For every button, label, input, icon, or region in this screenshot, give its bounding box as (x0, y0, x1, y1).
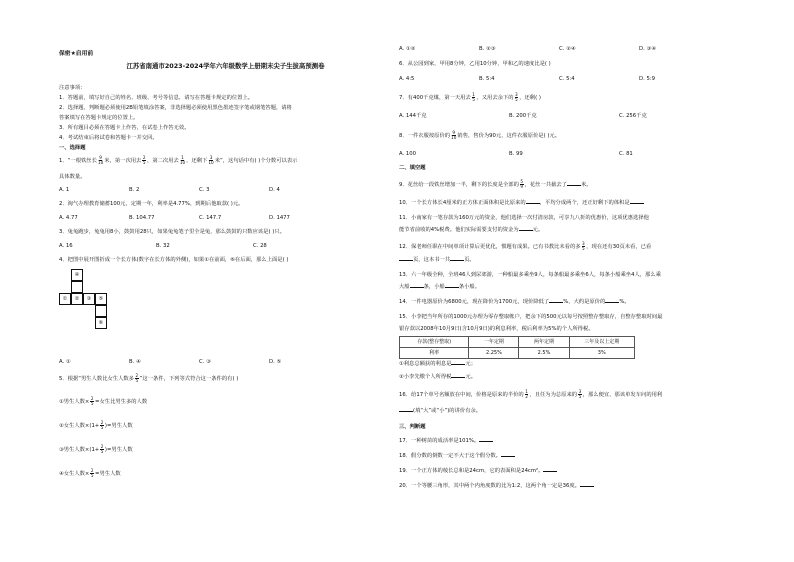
net-cell (71, 281, 83, 293)
question-12-line2: 页，这本书一共 页。 (399, 257, 475, 264)
question-3: 3．兔兔跑步，兔兔用8小，鼓鼓用28只，如果兔兔笔子里全是兔，那么鼓鼓的只数应该是( )只。 (59, 229, 285, 235)
question-9: 9．花丝给一段铁丝增加一半，剩下的长度是全部的 $\frac{5}{9}$ ，花丝一共截去了 米。 (399, 179, 592, 190)
net-cell: ⑥ (95, 317, 107, 329)
question-2: 2．淘气办理教育储蓄100元，定期一年，利率是4.77%，到期后他取款( )元。 (59, 201, 244, 207)
question-16-line2: (填“大”或“小”)的讲价有余。 (399, 408, 481, 415)
question-7: 7．有400千克煤，第一天用去 $\frac{1}{5}$ ，又用去余下的 $\frac{3}{5}$ ，还剩( ) (399, 92, 541, 103)
q8-options: A. 100 B. 99 C. 81 (399, 151, 633, 157)
net-cell (95, 305, 107, 317)
section-heading: 三、判断题 (399, 424, 426, 430)
question-8: 8．一件衣服按原价的 $\frac{9}{10}$ 销售，售价为90元，这件衣服原价是( )元。 (399, 130, 560, 141)
question-10: 10．一个长方体长4厘米的正方体正面体积是比原来的 ，平均分成两个，还正好剩下的体积是 (399, 200, 644, 207)
notes-heading: 注意事项： (59, 85, 86, 91)
exam-title: 江苏省南通市2023-2024学年六年级数学上册期末尖子生拔高预测卷 (126, 62, 325, 70)
note-line: 4．考试结束后将试卷和答题卡一并交回。 (59, 135, 158, 141)
q7-options: A. 144千克 B. 200千克 C. 256千克 (399, 113, 647, 119)
net-cell: ② (71, 293, 83, 305)
question-19: 19．一个正方体的棱长总和是24cm，它的表面积是24cm²。 (399, 468, 557, 475)
q4-options: A. ① B. ④ C. ③ D. ⑤ (59, 359, 282, 365)
question-13: 13．六一年级全种，全班46人到尿郊游，一种船最多乘坐9人，每条船最多乘坐6人，每条小船乘坐4人，那么乘 (399, 272, 661, 278)
question-6: 6．从公园到家，甲用8分钟，乙用10分钟，甲和乙的速度比是( ) (399, 61, 551, 67)
table-header-row: 存款(整存整取) 一年定期 两年定期 三年及以上定期 (400, 337, 635, 348)
option: D. 4 (269, 187, 280, 193)
q2-options: A. 4.77 B. 104.77 C. 147.7 D. 1477 (59, 215, 290, 221)
option: B. 2 (129, 187, 140, 193)
option: C. 3 (199, 187, 210, 193)
section-heading: 二、填空题 (399, 165, 426, 171)
net-cell: ① (59, 293, 71, 305)
question-1: 1．“一根铁丝长 $\frac{9}{10}$ 米，第一次用去 $\frac{2}{5}$ ，第二次用去 $\frac{1}{10}$ ，还剩下 $\frac{3}{10}$ 米”，这句话中有( )个分数可以表示 (59, 155, 298, 166)
secret-label: 保密★启用前 (59, 51, 94, 57)
note-line: 3．所有题目必须在答题卡上作答，在试卷上作答无效。 (59, 125, 190, 131)
q1-options (59, 187, 280, 194)
question-12: 12．保老师任职在中间单项计算后更优化，惯题有成果。已有书教比未看的多 $\frac{3}{5}$ ，现在还有30页未看，已看 (399, 241, 652, 252)
right-column (399, 44, 751, 514)
question-11-line2: 能节省前收的4%税费。他们实际需要支付的资金为 元。 (399, 227, 544, 233)
question-15-part2: ②小李先缴个人所得税 元。 (399, 374, 477, 380)
table-row: 利率 2.25% 2.5% 3% (400, 348, 635, 359)
question-14: 14．一件电器原价为6800元，现在降价为1700元，现价降低了 %，大约是原价的 %。 (399, 299, 630, 305)
q3-options: A. 16 B. 32 C. 28 (59, 243, 267, 249)
net-cell: ⑤ (95, 293, 107, 305)
note-line: 2．选择题、判断题必须使用2B铅笔填涂答案，非选择题必须使用黑色墨迹签字笔或钢笔答题，请将 (59, 105, 292, 111)
question-15: 15．小李把当年所存的1000元办理为零存整取帐户，把余下的500元以每号按照整存整取存，自整存整取时间最 (399, 314, 663, 320)
net-cell: ④ (71, 269, 83, 281)
q5-options: A. ①② B. ②③ C. ②④ D. ③④ (399, 46, 656, 52)
section-heading: 一、选择题 (59, 145, 86, 151)
question-15-line2: 银存款以2008年10月9日(含10月9日)的利息利率，税后利率为5%的个人所得税。 (399, 326, 594, 332)
question-18: 18．假分数的倒数一定不大于这个假分数。 (399, 453, 515, 460)
question-4: 4．把图中展开图折成一个长方体(数字在长方体的外侧)，如果①在前面，⑥在后面，那么上面是( ) (59, 257, 289, 263)
question-11: 11．小南家有一笔存款为160万元的资金，他们选择一次付清房款，可享九八折的优惠价，这项优惠选择他 (399, 215, 649, 221)
question-20: 20．一个等腰三角形，其中两个内角度数的比为1:2，这两个角一定是36度。 (399, 483, 594, 490)
note-line: 答案填写在答题卡规定的位置上。 (59, 115, 139, 121)
question-5: 5．根据“男生人数比女生人数多 $\frac{2}{5}$ ”这一条件，下列等式符合这一条件的有( ) (59, 373, 239, 384)
question-15-part1: ①利息总额获的利息是 元； (399, 361, 477, 367)
question-16: 16．给17个单号名额放在中间，价格是原来的半价的 $\frac{1}{2}$ ，且任为为总原来的 $\frac{3}{5}$ ，那么便宜，那该单发车问的用利 (399, 389, 663, 400)
question-1-line2: 具体数量。 (59, 174, 86, 180)
cube-net-figure (59, 269, 119, 344)
left-column (59, 44, 392, 514)
q5-item: ④女生人数× $\frac{2}{5}$ =男生人数 (59, 468, 121, 479)
option: A. 1 (59, 187, 70, 193)
question-17: 17．一种树苗的成活率是101%。 (399, 438, 493, 445)
question-13-line2: 大船 条，小船 条小船。 (399, 284, 481, 290)
q6-options: A. 4:5 B. 5:4 C. 5:4 D. 5:9 (399, 76, 655, 82)
q5-item: ①男生人数× $\frac{2}{5}$ =女生比男生多的人数 (59, 396, 148, 407)
note-line: 1．答题前，填写好自己的姓名、班级、考号等信息，请写在答题卡规定的位置上。 (59, 95, 254, 101)
interest-rate-table (399, 336, 635, 359)
net-cell: ③ (83, 293, 95, 305)
q5-item: ③男生人数×(1+ $\frac{2}{5}$ )=男生人数 (59, 444, 133, 455)
q5-item: ②女生人数×(1+ $\frac{2}{5}$ )=男生人数 (59, 420, 133, 431)
